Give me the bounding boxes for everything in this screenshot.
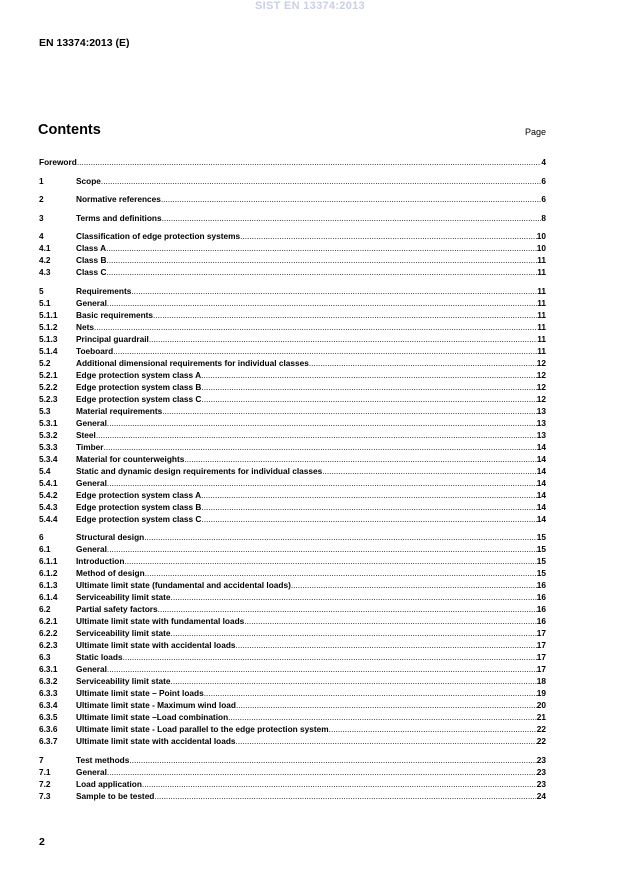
toc-entry-title: Normative references — [76, 194, 161, 204]
toc-leader-dots — [236, 735, 537, 747]
toc-entry[interactable] — [39, 790, 546, 802]
toc-entry-title: Method of design — [76, 568, 145, 578]
toc-leader-dots — [145, 567, 537, 579]
toc-entry-number: 5.2 — [39, 357, 51, 368]
toc-entry-number: 7.1 — [39, 766, 51, 777]
toc-entry-title: Toeboard — [76, 345, 114, 356]
toc-leader-dots — [161, 193, 542, 205]
toc-entry-title: Ultimate limit state –Load combination — [76, 712, 229, 722]
toc-entry-number: 6.1 — [39, 544, 51, 554]
toc-entry-page: 11 — [537, 333, 546, 344]
toc-entry-number: 4.3 — [39, 267, 51, 277]
toc-entry-title: General — [76, 544, 107, 554]
toc-entry[interactable] — [39, 711, 546, 723]
toc-entry-title: Edge protection system class C — [76, 393, 202, 404]
toc-entry[interactable] — [39, 639, 546, 651]
toc-entry-number: 6.2.1 — [39, 616, 58, 626]
toc-entry-page: 15 — [536, 532, 546, 542]
toc-entry-number: 6.3.7 — [39, 736, 58, 746]
toc-entry[interactable] — [39, 477, 546, 489]
toc-leader-dots — [107, 543, 537, 555]
toc-leader-dots — [184, 453, 536, 465]
toc-entry-title: Edge protection system class C — [76, 513, 202, 524]
toc-entry-page: 15 — [536, 568, 546, 578]
toc-leader-dots — [106, 266, 537, 278]
toc-entry-number: 5.3.1 — [39, 417, 58, 428]
toc-leader-dots — [107, 477, 537, 489]
toc-entry-page: 14 — [536, 501, 546, 512]
toc-entry-page: 16 — [536, 604, 546, 614]
toc-leader-dots — [171, 627, 537, 639]
toc-entry[interactable] — [39, 345, 546, 357]
toc-entry-page: 17 — [536, 664, 546, 674]
toc-leader-dots — [129, 754, 536, 766]
toc-leader-dots — [201, 369, 537, 381]
toc-entry[interactable] — [39, 405, 546, 417]
toc-entry[interactable] — [39, 579, 546, 591]
toc-leader-dots — [236, 639, 537, 651]
toc-entry-page: 23 — [536, 754, 546, 765]
toc-entry-page: 22 — [536, 724, 546, 734]
toc-entry[interactable] — [39, 453, 546, 465]
toc-entry-title: Nets — [76, 321, 94, 332]
toc-leader-dots — [204, 687, 537, 699]
toc-leader-dots — [104, 441, 537, 453]
toc-entry[interactable] — [39, 489, 546, 501]
toc-entry[interactable] — [39, 603, 546, 615]
toc-entry-number: 6.1.3 — [39, 580, 58, 590]
toc-entry-page: 22 — [536, 736, 546, 746]
toc-leader-dots — [107, 297, 537, 309]
toc-entry-title: Test methods — [76, 754, 130, 765]
toc-leader-dots — [228, 711, 537, 723]
toc-leader-dots — [131, 285, 537, 297]
toc-entry-number: 2 — [39, 194, 44, 204]
toc-leader-dots — [142, 778, 537, 790]
toc-entry-page: 12 — [536, 381, 546, 392]
toc-leader-dots — [124, 555, 536, 567]
toc-entry-page: 12 — [536, 369, 546, 380]
toc-entry-page: 11 — [537, 285, 546, 296]
toc-entry-title: Classification of edge protection systems — [76, 231, 241, 241]
toc-entry-number: 5.4.3 — [39, 501, 58, 512]
toc-entry-number: 6.3.2 — [39, 676, 58, 686]
toc-entry[interactable] — [39, 555, 546, 567]
toc-entry[interactable] — [39, 687, 546, 699]
toc-leader-dots — [236, 699, 537, 711]
toc-entry-page: 12 — [536, 357, 546, 368]
toc-entry[interactable] — [39, 627, 546, 639]
toc-leader-dots — [106, 242, 537, 254]
toc-entry-title: Serviceability limit state — [76, 628, 171, 638]
toc-entry-page: 21 — [536, 712, 546, 722]
toc-entry-page: 11 — [537, 255, 546, 265]
toc-entry-title: Ultimate limit state with accidental loads — [76, 640, 236, 650]
toc-entry-page: 20 — [536, 700, 546, 710]
toc-entry[interactable] — [39, 675, 546, 687]
toc-entry-page: 19 — [536, 688, 546, 698]
toc-entry-number: 5.3.4 — [39, 453, 58, 464]
toc-leader-dots — [153, 309, 537, 321]
toc-leader-dots — [149, 333, 537, 345]
toc-entry[interactable] — [39, 254, 546, 266]
toc-entry[interactable] — [39, 663, 546, 675]
watermark: SIST EN 13374:2013 — [255, 0, 365, 12]
toc-entry-page: 11 — [537, 309, 546, 320]
toc-entry-page: 14 — [536, 513, 546, 524]
toc-entry-number: 5.1 — [39, 297, 51, 308]
toc-entry-number: 6.3.1 — [39, 664, 58, 674]
toc-entry-title: Static and dynamic design requirements for individual classes — [76, 465, 323, 476]
toc-entry-title: Ultimate limit state with accidental loads — [76, 736, 236, 746]
toc-entry[interactable] — [39, 591, 546, 603]
toc-entry[interactable] — [39, 651, 546, 663]
page-column-label: Page — [524, 127, 546, 137]
toc-entry-number: 7.2 — [39, 778, 51, 789]
toc-leader-dots — [322, 465, 537, 477]
toc-entry-number: 6.1.1 — [39, 556, 58, 566]
toc-entry-number: 6.3 — [39, 652, 51, 662]
toc-leader-dots — [123, 651, 537, 663]
toc-entry-number: 6.2.2 — [39, 628, 58, 638]
toc-leader-dots — [96, 429, 537, 441]
toc-entry-number: 6 — [39, 532, 44, 542]
toc-entry-page: 14 — [536, 477, 546, 488]
toc-entry-title: Edge protection system class A — [76, 369, 202, 380]
toc-entry-number: 6.1.2 — [39, 568, 58, 578]
toc-leader-dots — [154, 790, 536, 802]
toc-entry[interactable] — [39, 333, 546, 345]
toc-entry-title: Load application — [76, 778, 142, 789]
toc-leader-dots — [162, 212, 542, 224]
toc-entry-title: Class B — [76, 255, 107, 265]
toc-entry-title: Serviceability limit state — [76, 676, 171, 686]
toc-leader-dots — [158, 603, 537, 615]
toc-entry[interactable] — [39, 212, 546, 224]
toc-entry-page: 13 — [536, 417, 546, 428]
toc-entry[interactable] — [39, 242, 546, 254]
toc-entry-page: 17 — [536, 628, 546, 638]
toc-entry-page: 11 — [537, 267, 546, 277]
toc-entry-number: 5.3.2 — [39, 429, 58, 440]
toc-entry-number: 7.3 — [39, 790, 51, 801]
toc-entry[interactable] — [39, 417, 546, 429]
toc-entry-page: 16 — [536, 616, 546, 626]
toc-entry-number: 5.3.3 — [39, 441, 58, 452]
toc-entry[interactable] — [39, 309, 546, 321]
toc-entry-number: 4 — [39, 231, 44, 241]
toc-entry[interactable] — [39, 754, 546, 766]
toc-leader-dots — [291, 579, 537, 591]
toc-entry[interactable] — [39, 297, 546, 309]
toc-leader-dots — [107, 766, 537, 778]
toc-leader-dots — [113, 345, 537, 357]
toc-leader-dots — [77, 156, 542, 168]
toc-leader-dots — [171, 591, 537, 603]
toc-entry-number: 5.1.3 — [39, 333, 58, 344]
toc-entry-title: Ultimate limit state - Load parallel to the edge protection system — [76, 724, 329, 734]
toc-leader-dots — [201, 381, 536, 393]
toc-entry[interactable] — [39, 285, 546, 297]
toc-entry-page: 6 — [541, 194, 546, 204]
toc-entry-number: 5.4 — [39, 465, 51, 476]
toc-entry[interactable] — [39, 369, 546, 381]
toc-entry[interactable] — [39, 156, 546, 168]
toc-leader-dots — [107, 417, 537, 429]
toc-entry-title: Edge protection system class B — [76, 501, 202, 512]
toc-leader-dots — [107, 663, 537, 675]
toc-entry-page: 11 — [537, 345, 546, 356]
toc-entry-number: 5 — [39, 285, 44, 296]
toc-entry-title: General — [76, 477, 107, 488]
toc-entry-page: 11 — [537, 321, 546, 332]
toc-entry-number: 5.4.1 — [39, 477, 58, 488]
toc-entry[interactable] — [39, 321, 546, 333]
toc-entry-title: General — [76, 766, 107, 777]
toc-entry-title: Ultimate limit state with fundamental loads — [76, 616, 245, 626]
toc-entry[interactable] — [39, 723, 546, 735]
toc-entry[interactable] — [39, 531, 546, 543]
toc-leader-dots — [201, 393, 536, 405]
toc-entry-page: 15 — [536, 556, 546, 566]
toc-entry-title: General — [76, 664, 107, 674]
toc-entry-title: Steel — [76, 429, 96, 440]
toc-entry-number: 5.1.4 — [39, 345, 58, 356]
toc-entry[interactable] — [39, 175, 546, 187]
toc-entry-title: Additional dimensional requirements for individual classes — [76, 357, 309, 368]
toc-entry[interactable] — [39, 266, 546, 278]
table-of-contents — [39, 156, 546, 802]
toc-entry-page: 6 — [541, 175, 546, 186]
toc-entry-title: Edge protection system class A — [76, 489, 202, 500]
document-id: EN 13374:2013 (E) — [39, 37, 130, 49]
toc-entry-page: 14 — [536, 465, 546, 476]
toc-leader-dots — [144, 531, 537, 543]
toc-leader-dots — [201, 513, 536, 525]
toc-entry-number: 6.3.4 — [39, 700, 58, 710]
toc-entry[interactable] — [39, 193, 546, 205]
toc-entry-page: 17 — [536, 640, 546, 650]
toc-entry[interactable] — [39, 543, 546, 555]
toc-entry-page: 16 — [536, 592, 546, 602]
toc-entry-page: 13 — [536, 429, 546, 440]
toc-leader-dots — [201, 501, 536, 513]
toc-entry-number: 6.2 — [39, 604, 51, 614]
toc-entry-number: 7 — [39, 754, 44, 765]
toc-entry[interactable] — [39, 465, 546, 477]
toc-entry[interactable] — [39, 567, 546, 579]
toc-entry-page: 14 — [536, 441, 546, 452]
toc-entry-title: Class A — [76, 243, 107, 253]
toc-entry-title: Ultimate limit state – Point loads — [76, 688, 204, 698]
toc-entry[interactable] — [39, 699, 546, 711]
toc-leader-dots — [94, 321, 537, 333]
toc-leader-dots — [329, 723, 537, 735]
toc-entry-title: Basic requirements — [76, 309, 154, 320]
toc-entry[interactable] — [39, 513, 546, 525]
toc-entry-number: 4.2 — [39, 255, 51, 265]
toc-entry-number: 6.3.6 — [39, 724, 58, 734]
toc-entry-page: 10 — [536, 243, 546, 253]
toc-entry[interactable] — [39, 778, 546, 790]
toc-entry-title: General — [76, 297, 107, 308]
toc-entry-page: 13 — [536, 405, 546, 416]
toc-entry-title: Static loads — [76, 652, 123, 662]
toc-entry[interactable] — [39, 766, 546, 778]
toc-leader-dots — [201, 489, 537, 501]
toc-entry-number: 6.1.4 — [39, 592, 58, 602]
toc-entry-title: Foreword — [39, 157, 77, 167]
toc-entry[interactable] — [39, 230, 546, 242]
toc-entry[interactable] — [39, 429, 546, 441]
toc-leader-dots — [309, 357, 537, 369]
toc-entry-number: 3 — [39, 212, 44, 223]
toc-leader-dots — [171, 675, 537, 687]
toc-entry-number: 6.3.5 — [39, 712, 58, 722]
toc-entry-number: 5.2.3 — [39, 393, 58, 404]
toc-entry-page: 14 — [536, 453, 546, 464]
toc-entry-page: 17 — [536, 652, 546, 662]
toc-entry-title: Ultimate limit state - Maximum wind load — [76, 700, 236, 710]
toc-entry-title: Terms and definitions — [76, 212, 162, 223]
toc-entry-number: 5.4.4 — [39, 513, 58, 524]
toc-entry[interactable] — [39, 441, 546, 453]
toc-entry-page: 23 — [536, 766, 546, 777]
toc-entry-number: 4.1 — [39, 243, 51, 253]
toc-entry-title: Timber — [76, 441, 104, 452]
toc-leader-dots — [162, 405, 537, 417]
page-number: 2 — [39, 836, 45, 848]
toc-entry-page: 12 — [536, 393, 546, 404]
toc-entry-page: 24 — [536, 790, 546, 801]
toc-entry[interactable] — [39, 615, 546, 627]
toc-entry-page: 15 — [536, 544, 546, 554]
toc-entry-title: Material requirements — [76, 405, 163, 416]
toc-entry[interactable] — [39, 393, 546, 405]
toc-entry-title: Serviceability limit state — [76, 592, 171, 602]
toc-entry-title: Ultimate limit state (fundamental and accidental loads) — [76, 580, 291, 590]
toc-entry-number: 1 — [39, 175, 44, 186]
toc-leader-dots — [244, 615, 536, 627]
toc-entry[interactable] — [39, 501, 546, 513]
toc-entry-page: 16 — [536, 580, 546, 590]
toc-entry-number: 5.1.2 — [39, 321, 58, 332]
toc-entry-page: 8 — [541, 212, 546, 223]
toc-entry-number: 5.2.1 — [39, 369, 58, 380]
toc-entry-title: Partial safety factors — [76, 604, 158, 614]
toc-entry-page: 23 — [536, 778, 546, 789]
toc-leader-dots — [106, 254, 537, 266]
toc-entry-number: 5.3 — [39, 405, 51, 416]
toc-entry-page: 14 — [536, 489, 546, 500]
toc-entry-title: Structural design — [76, 532, 145, 542]
toc-entry-title: Introduction — [76, 556, 125, 566]
toc-entry-page: 4 — [541, 157, 546, 167]
toc-entry[interactable] — [39, 357, 546, 369]
toc-entry-number: 6.3.3 — [39, 688, 58, 698]
toc-entry-title: Principal guardrail — [76, 333, 149, 344]
toc-leader-dots — [240, 230, 537, 242]
toc-entry-title: Class C — [76, 267, 107, 277]
toc-entry-page: 18 — [536, 676, 546, 686]
toc-entry-number: 5.1.1 — [39, 309, 58, 320]
contents-heading: Contents — [38, 122, 101, 138]
toc-entry-number: 6.2.3 — [39, 640, 58, 650]
toc-entry-page: 11 — [537, 297, 546, 308]
toc-entry-title: Scope — [76, 175, 101, 186]
toc-entry-title: Requirements — [76, 285, 132, 296]
toc-entry-number: 5.4.2 — [39, 489, 58, 500]
toc-entry[interactable] — [39, 381, 546, 393]
toc-entry-page: 10 — [536, 231, 546, 241]
toc-entry-number: 5.2.2 — [39, 381, 58, 392]
toc-leader-dots — [101, 175, 541, 187]
toc-entry-title: Material for counterweights — [76, 453, 185, 464]
toc-entry-title: Edge protection system class B — [76, 381, 202, 392]
toc-entry[interactable] — [39, 735, 546, 747]
toc-entry-title: Sample to be tested — [76, 790, 155, 801]
toc-entry-title: General — [76, 417, 107, 428]
